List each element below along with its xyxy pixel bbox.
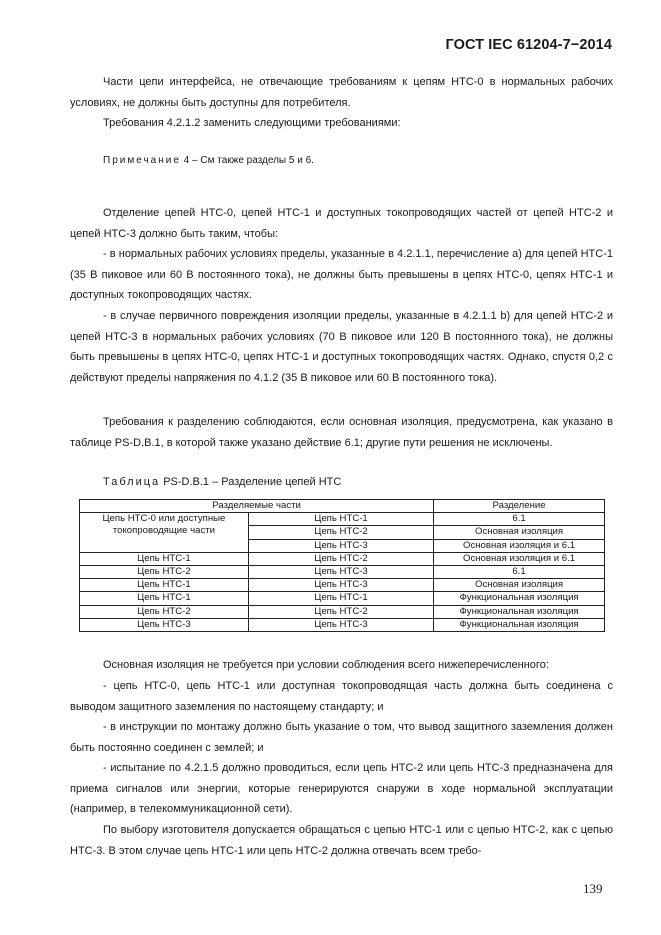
table-caption-text: PS-D.B.1 – Разделение цепей НТС [160, 476, 342, 488]
document-header: ГОСТ IEC 61204-7−2014 [445, 37, 612, 53]
table-cell: Основная изоляция и 6.1 [434, 552, 605, 565]
paragraph-interface-parts: Части цепи интерфейса, не отвечающие требованиям к цепям НТС-0 в нормальных рабочих условиях, не должны быть доступны для потребителя. [70, 76, 613, 109]
table-cell: Цепь НТС-2 [80, 566, 249, 579]
paragraph-separation-requirements: Требования к разделению соблюдаются, если основная изоляция, предусмотрена, как указано в таблице PS-D.B.1, в которой также указано действие 6.1; другие пути решения не исключены. [70, 416, 613, 449]
table-cell: Цепь НТС-3 [80, 618, 249, 631]
table-cell: Цепь НТС-1 [248, 592, 433, 605]
table-cell: Цепь НТС-1 [80, 552, 249, 565]
separation-table [79, 499, 605, 632]
table-cell: Цепь НТС-1 [248, 513, 433, 526]
table-cell: Цепь НТС-2 [248, 526, 433, 539]
paragraph-separation-intro: Отделение цепей НТС-0, цепей НТС-1 и доступных токопроводящих частей от цепей НТС-2 и цепей НТС-3 должно быть таким, чтобы: [70, 207, 613, 240]
table-cell: Цепь НТС-2 [80, 605, 249, 618]
table-caption-label: Таблица [103, 476, 161, 488]
note [103, 155, 314, 166]
table-cell: Цепь НТС-3 [248, 618, 433, 631]
table-cell: Цепь НТС-1 [80, 579, 249, 592]
header-separated-parts: Разделяемые части [80, 500, 434, 513]
table-cell: Функциональная изоляция [434, 618, 605, 631]
table-cell: Функциональная изоляция [434, 592, 605, 605]
table-cell: Цепь НТС-2 [248, 605, 433, 618]
paragraph-manufacturer-choice: По выбору изготовителя допускается обращаться с цепью НТС-1 или с цепью НТС-2, как с цепью НТС-3. В этом случае цепь НТС-1 или цепь НТС-2 должна отвечать всем требо- [70, 824, 613, 857]
table-caption [103, 476, 341, 488]
table-cell: Основная изоляция [434, 526, 605, 539]
paragraph-condition-instructions: - в инструкции по монтажу должно быть указание о том, что вывод защитного заземления должен быть постоянно соединен с землей; и [70, 721, 613, 754]
paragraph-replace-requirements: Требования 4.2.1.2 заменить следующими требованиями: [103, 117, 401, 129]
paragraph-normal-conditions: - в нормальных рабочих условиях пределы, указанные в 4.2.1.1, перечисление а) для цепей НТС-1 (35 В пиковое или 60 В постоянного тока), не должны быть превышены в цепях НТС-0, цепях НТС-1 и доступных токопроводящих частях. [70, 248, 613, 301]
paragraph-first-fault: - в случае первичного повреждения изоляции пределы, указанные в 4.2.1.1 b) для цепей НТС-2 и цепей НТС-3 в нормальных рабочих условиях (70 В пиковое или 120 В постоянного тока), не должны быть превышены в цепях НТС-0, цепях НТС-1 и доступных токопроводящих частях. Однако, спустя 0,2 с действуют пределы напряжения по 4.1.2 (35 В пиковое или 60 В постоянного тока). [70, 310, 613, 384]
table-cell: 6.1 [434, 566, 605, 579]
note-label: Примечание [103, 155, 181, 166]
paragraph-condition-test: - испытание по 4.2.1.5 должно проводиться, если цепь НТС-2 или цепь НТС-3 предназначена для приема сигналов или энергии, которые генерируются снаружи в ходе нормальной эксплуатации (например, в телекоммуникационной сети). [70, 762, 613, 815]
table-cell: Функциональная изоляция [434, 605, 605, 618]
table-row [80, 513, 605, 526]
table-row [80, 566, 605, 579]
paragraph-condition-earthing: - цепь НТС-0, цепь НТС-1 или доступная токопроводящая часть должна быть соединена с выводом защитного заземления по настоящему стандарту; и [70, 680, 613, 713]
table-cell: Основная изоляция и 6.1 [434, 539, 605, 552]
table-row [80, 552, 605, 565]
paragraph-basic-insulation: Основная изоляция не требуется при условии соблюдения всего нижеперечисленного: [103, 659, 549, 671]
table-cell: Цепь НТС-2 [248, 552, 433, 565]
table-cell: Основная изоляция [434, 579, 605, 592]
table-row [80, 592, 605, 605]
header-separation: Разделение [434, 500, 605, 513]
table-cell: Цепь НТС-3 [248, 539, 433, 552]
table-header-row [80, 500, 605, 513]
table-cell: 6.1 [434, 513, 605, 526]
page-number: 139 [583, 881, 603, 896]
note-text: 4 – См также разделы 5 и 6. [180, 155, 314, 166]
table-cell: Цепь НТС-3 [248, 566, 433, 579]
table-row [80, 605, 605, 618]
table-cell: Цепь НТС-1 [80, 592, 249, 605]
table-cell: Цепь НТС-3 [248, 579, 433, 592]
table-row [80, 618, 605, 631]
group-label-cell: Цепь НТС-0 или доступные токопроводящие части [80, 513, 249, 553]
table-row [80, 579, 605, 592]
